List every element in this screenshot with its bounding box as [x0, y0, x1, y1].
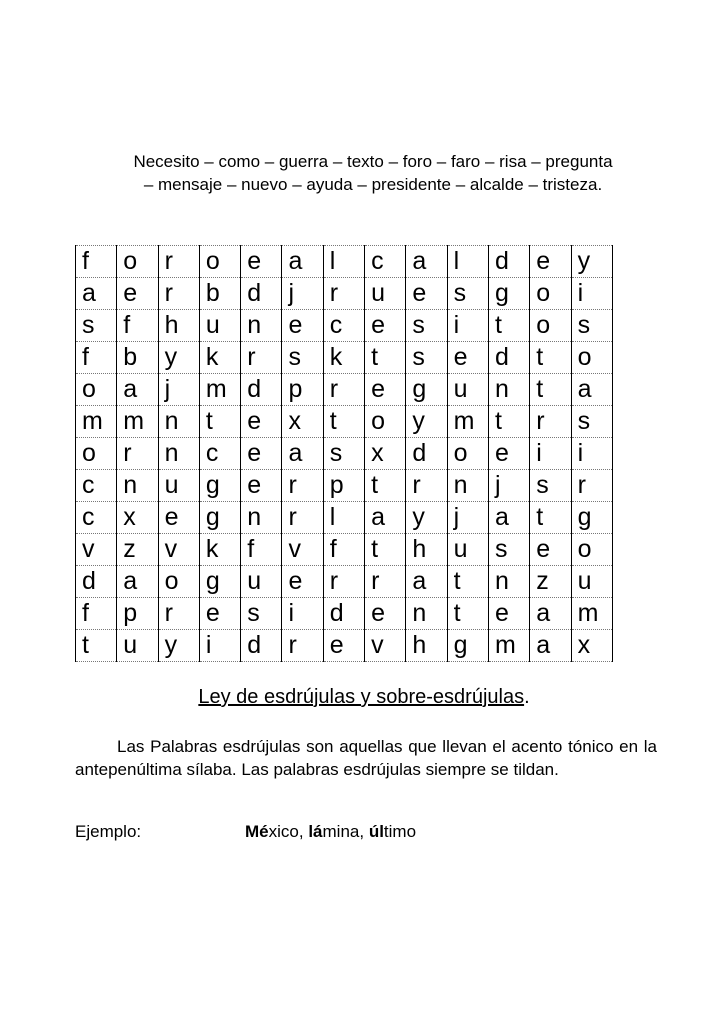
grid-cell: a: [406, 566, 447, 598]
grid-cell: i: [282, 598, 323, 630]
grid-cell: f: [76, 342, 117, 374]
grid-cell: i: [199, 630, 240, 662]
grid-cell: o: [199, 246, 240, 278]
grid-cell: l: [447, 246, 488, 278]
example-word-2-stress: lá: [308, 822, 323, 841]
grid-cell: z: [117, 534, 158, 566]
grid-cell: a: [76, 278, 117, 310]
grid-cell: h: [158, 310, 199, 342]
grid-cell: t: [530, 374, 571, 406]
grid-cell: e: [241, 406, 282, 438]
grid-row: [76, 630, 613, 662]
grid-cell: y: [571, 246, 612, 278]
grid-cell: e: [241, 438, 282, 470]
grid-cell: o: [76, 438, 117, 470]
grid-cell: e: [447, 342, 488, 374]
grid-cell: r: [117, 438, 158, 470]
grid-cell: r: [282, 502, 323, 534]
grid-cell: d: [241, 630, 282, 662]
example-label: Ejemplo:: [75, 822, 142, 841]
word-list-line-2: – mensaje – nuevo – ayuda – presidente – alcalde – tristeza.: [143, 175, 603, 194]
example-word-3-rest: timo: [383, 822, 417, 841]
grid-cell: d: [76, 566, 117, 598]
grid-cell: a: [365, 502, 406, 534]
grid-cell: d: [241, 278, 282, 310]
grid-cell: b: [199, 278, 240, 310]
definition-paragraph: Las Palabras esdrújulas son aquellas que llevan el acento tónico en la antepenúltima sílaba. Las palabras esdrújulas siempre se tildan.: [75, 737, 657, 779]
grid-cell: f: [76, 598, 117, 630]
grid-cell: x: [571, 630, 612, 662]
grid-row: [76, 278, 613, 310]
grid-cell: h: [406, 534, 447, 566]
grid-cell: n: [488, 374, 529, 406]
grid-cell: z: [530, 566, 571, 598]
grid-row: [76, 406, 613, 438]
grid-cell: m: [447, 406, 488, 438]
grid-cell: g: [571, 502, 612, 534]
grid-cell: r: [571, 470, 612, 502]
grid-cell: r: [158, 278, 199, 310]
grid-cell: a: [117, 374, 158, 406]
grid-row: [76, 598, 613, 630]
example-separator-1: ,: [298, 822, 309, 841]
grid-cell: d: [406, 438, 447, 470]
grid-cell: x: [117, 502, 158, 534]
grid-cell: c: [323, 310, 364, 342]
grid-row: [76, 534, 613, 566]
grid-cell: e: [241, 470, 282, 502]
grid-cell: r: [323, 278, 364, 310]
grid-cell: o: [571, 342, 612, 374]
grid-cell: k: [323, 342, 364, 374]
grid-cell: n: [117, 470, 158, 502]
grid-cell: n: [241, 310, 282, 342]
grid-row: [76, 374, 613, 406]
grid-cell: t: [199, 406, 240, 438]
grid-cell: o: [447, 438, 488, 470]
grid-cell: v: [365, 630, 406, 662]
example-word-1-rest: xico: [268, 822, 299, 841]
grid-cell: r: [323, 566, 364, 598]
grid-cell: j: [282, 278, 323, 310]
grid-cell: p: [117, 598, 158, 630]
grid-cell: t: [365, 342, 406, 374]
grid-cell: e: [117, 278, 158, 310]
grid-cell: e: [488, 598, 529, 630]
grid-cell: e: [241, 246, 282, 278]
grid-cell: g: [406, 374, 447, 406]
grid-cell: s: [530, 470, 571, 502]
section-title-period: .: [524, 686, 530, 708]
grid-cell: h: [406, 630, 447, 662]
grid-cell: a: [488, 502, 529, 534]
grid-cell: s: [571, 406, 612, 438]
grid-cell: k: [199, 342, 240, 374]
grid-cell: y: [406, 502, 447, 534]
grid-cell: r: [282, 630, 323, 662]
grid-cell: m: [117, 406, 158, 438]
grid-cell: y: [158, 630, 199, 662]
section-title: [0, 685, 728, 709]
grid-cell: t: [530, 502, 571, 534]
grid-cell: e: [199, 598, 240, 630]
grid-cell: t: [323, 406, 364, 438]
grid-cell: p: [282, 374, 323, 406]
grid-cell: d: [488, 246, 529, 278]
grid-cell: b: [117, 342, 158, 374]
grid-cell: n: [447, 470, 488, 502]
grid-cell: t: [76, 630, 117, 662]
grid-cell: u: [571, 566, 612, 598]
grid-cell: r: [530, 406, 571, 438]
grid-cell: a: [117, 566, 158, 598]
grid-cell: o: [365, 406, 406, 438]
grid-row: [76, 566, 613, 598]
grid-cell: d: [488, 342, 529, 374]
grid-cell: s: [447, 278, 488, 310]
grid-cell: e: [488, 438, 529, 470]
grid-cell: y: [406, 406, 447, 438]
grid-cell: a: [282, 246, 323, 278]
grid-cell: e: [158, 502, 199, 534]
grid-cell: t: [488, 310, 529, 342]
grid-cell: s: [406, 310, 447, 342]
grid-cell: m: [488, 630, 529, 662]
grid-cell: v: [282, 534, 323, 566]
grid-cell: i: [447, 310, 488, 342]
grid-cell: u: [447, 374, 488, 406]
grid-row: [76, 470, 613, 502]
grid-cell: l: [323, 502, 364, 534]
grid-cell: c: [365, 246, 406, 278]
example-word-2-rest: mina: [322, 822, 360, 841]
grid-cell: e: [282, 310, 323, 342]
grid-cell: u: [158, 470, 199, 502]
grid-cell: u: [447, 534, 488, 566]
grid-cell: s: [76, 310, 117, 342]
grid-cell: e: [365, 598, 406, 630]
grid-cell: m: [571, 598, 612, 630]
grid-cell: v: [76, 534, 117, 566]
grid-cell: u: [117, 630, 158, 662]
grid-cell: s: [282, 342, 323, 374]
grid-cell: e: [282, 566, 323, 598]
grid-cell: u: [365, 278, 406, 310]
grid-cell: f: [323, 534, 364, 566]
grid-cell: i: [530, 438, 571, 470]
grid-row: [76, 438, 613, 470]
grid-cell: x: [282, 406, 323, 438]
grid-cell: g: [488, 278, 529, 310]
section-title-text: Ley de esdrújulas y sobre-esdrújulas: [198, 686, 525, 708]
grid-cell: o: [530, 310, 571, 342]
grid-cell: n: [406, 598, 447, 630]
grid-cell: o: [158, 566, 199, 598]
grid-cell: c: [199, 438, 240, 470]
grid-cell: r: [406, 470, 447, 502]
grid-cell: m: [76, 406, 117, 438]
grid-cell: f: [76, 246, 117, 278]
word-list: [70, 150, 676, 196]
grid-cell: c: [76, 502, 117, 534]
grid-cell: g: [447, 630, 488, 662]
grid-row: [76, 342, 613, 374]
grid-cell: j: [158, 374, 199, 406]
grid-cell: g: [199, 502, 240, 534]
grid-cell: d: [323, 598, 364, 630]
grid-cell: n: [488, 566, 529, 598]
grid-cell: n: [158, 406, 199, 438]
grid-cell: s: [571, 310, 612, 342]
grid-cell: c: [76, 470, 117, 502]
grid-cell: e: [323, 630, 364, 662]
grid-cell: t: [530, 342, 571, 374]
grid-cell: o: [530, 278, 571, 310]
grid-row: [76, 502, 613, 534]
grid-cell: g: [199, 470, 240, 502]
grid-cell: a: [530, 630, 571, 662]
grid-cell: o: [117, 246, 158, 278]
grid-cell: u: [199, 310, 240, 342]
grid-cell: l: [323, 246, 364, 278]
grid-cell: o: [76, 374, 117, 406]
grid-cell: a: [571, 374, 612, 406]
grid-cell: p: [323, 470, 364, 502]
grid-cell: t: [365, 534, 406, 566]
grid-cell: f: [241, 534, 282, 566]
grid-cell: e: [406, 278, 447, 310]
grid-cell: v: [158, 534, 199, 566]
grid-cell: d: [241, 374, 282, 406]
grid-cell: s: [406, 342, 447, 374]
grid-cell: e: [365, 374, 406, 406]
grid-cell: n: [158, 438, 199, 470]
grid-cell: e: [530, 246, 571, 278]
grid-cell: j: [488, 470, 529, 502]
grid-cell: s: [488, 534, 529, 566]
word-list-line-1: Necesito – como – guerra – texto – foro – faro – risa – pregunta: [133, 152, 613, 171]
grid-cell: g: [199, 566, 240, 598]
grid-cell: f: [117, 310, 158, 342]
example-line: [75, 820, 416, 843]
grid-cell: i: [571, 278, 612, 310]
grid-cell: y: [158, 342, 199, 374]
grid-cell: t: [447, 566, 488, 598]
grid-cell: s: [323, 438, 364, 470]
grid-cell: r: [282, 470, 323, 502]
grid-cell: r: [241, 342, 282, 374]
grid-cell: t: [488, 406, 529, 438]
grid-cell: m: [199, 374, 240, 406]
grid-row: [76, 246, 613, 278]
grid-cell: x: [365, 438, 406, 470]
grid-cell: s: [241, 598, 282, 630]
example-word-3-stress: úl: [368, 822, 384, 841]
grid-cell: r: [158, 246, 199, 278]
grid-cell: i: [571, 438, 612, 470]
grid-cell: t: [365, 470, 406, 502]
grid-cell: u: [241, 566, 282, 598]
grid-cell: a: [282, 438, 323, 470]
grid-cell: e: [530, 534, 571, 566]
grid-cell: r: [158, 598, 199, 630]
grid-cell: a: [406, 246, 447, 278]
grid-cell: k: [199, 534, 240, 566]
grid-cell: t: [447, 598, 488, 630]
grid-cell: j: [447, 502, 488, 534]
grid-cell: o: [571, 534, 612, 566]
grid-row: [76, 310, 613, 342]
grid-cell: e: [365, 310, 406, 342]
grid-cell: a: [530, 598, 571, 630]
grid-cell: r: [365, 566, 406, 598]
grid-cell: n: [241, 502, 282, 534]
grid-cell: r: [323, 374, 364, 406]
example-word-1-stress: Mé: [245, 822, 269, 841]
word-search-grid: [75, 245, 613, 662]
example-separator-2: ,: [359, 822, 369, 841]
